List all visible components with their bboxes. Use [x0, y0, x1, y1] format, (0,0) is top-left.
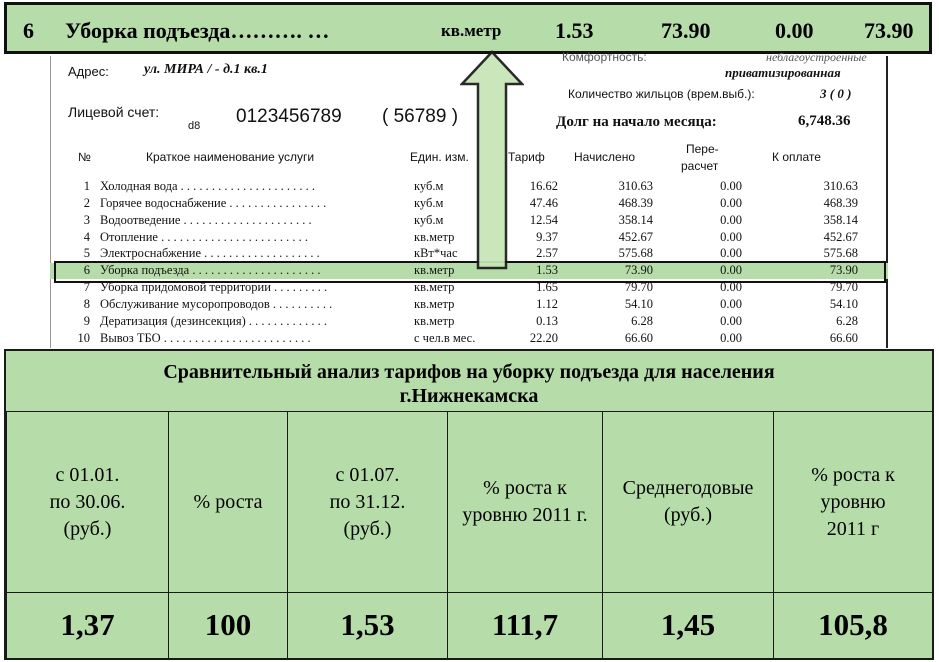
column-header: % роста [169, 412, 287, 593]
comparison-column [287, 412, 447, 658]
col-to-pay: К оплате [772, 150, 821, 164]
row-name: Дератизация (дезинсекция) . . . . . . . . . . . . . [100, 314, 327, 328]
row-recalc: 0.00 [720, 263, 742, 277]
row-to-pay: 6.28 [836, 314, 858, 328]
row-accrued: 310.63 [618, 179, 653, 193]
col-unit: Един. изм. [410, 150, 469, 164]
row-num: 9 [83, 314, 90, 328]
column-header: с 01.01. по 30.06. (руб.) [7, 412, 168, 593]
comparison-column [168, 412, 287, 658]
table-row [50, 314, 888, 330]
row-name: Горячее водоснабжение . . . . . . . . . . . . . . . . [100, 196, 327, 210]
row-accrued: 452.67 [618, 230, 653, 244]
row-num: 3 [83, 213, 90, 227]
row-to-pay: 79.70 [829, 280, 858, 294]
row-recalc: 0.00 [720, 230, 742, 244]
row-accrued: 73.90 [624, 263, 653, 277]
column-value: 100 [204, 607, 252, 642]
row-recalc: 0.00 [720, 246, 742, 260]
comfort-value: неблагоустроенные [766, 50, 867, 64]
row-tariff: 1.12 [536, 297, 558, 311]
row-num: 10 [77, 331, 90, 345]
col-recalc: Пере- [686, 142, 719, 156]
row-tariff: 1.65 [536, 280, 558, 294]
row-recalc: 0.00 [720, 331, 742, 345]
column-value: 1,37 [60, 607, 115, 642]
account-sub: d8 [188, 120, 201, 132]
column-value: 105,8 [818, 607, 888, 642]
row-name: Вывоз ТБО . . . . . . . . . . . . . . . . . . . . . . . . [100, 331, 311, 345]
row-unit: кв.метр [414, 314, 455, 328]
row-to-pay: 358.14 [823, 213, 858, 227]
row-unit: кв.метр [414, 230, 455, 244]
privatized-status: приватизированная [725, 65, 841, 80]
to-pay: 73.90 [864, 18, 914, 43]
row-to-pay: 452.67 [823, 230, 858, 244]
column-value: 1,45 [660, 607, 716, 642]
row-accrued: 358.14 [618, 213, 653, 227]
highlighted-service-row-banner [4, 2, 932, 54]
col-num: № [78, 150, 91, 164]
row-unit: кв.метр [414, 297, 455, 311]
row-to-pay: 54.10 [829, 297, 858, 311]
account-label: Лицевой счет: [68, 104, 160, 120]
row-name: Водоотведение . . . . . . . . . . . . . . . . . . . . . [100, 213, 312, 227]
column-header: % роста к уровню 2011 г [774, 412, 932, 593]
row-recalc: 0.00 [720, 196, 742, 210]
col-tariff: Тариф [508, 150, 545, 164]
title-line: г.Нижнекамска [399, 385, 539, 407]
row-tariff: 9.37 [536, 230, 558, 244]
residents-label: Количество жильцов (врем.выб.): [568, 87, 755, 101]
row-tariff: 12.54 [529, 213, 558, 227]
row-unit: куб.м [414, 196, 444, 210]
row-tariff: 22.20 [529, 331, 558, 345]
comparison-column [773, 412, 932, 658]
row-to-pay: 310.63 [823, 179, 858, 193]
row-tariff: 1.53 [536, 263, 558, 277]
row-to-pay: 66.60 [829, 331, 858, 345]
account-number: 0123456789 [236, 106, 342, 127]
column-header: с 01.07. по 31.12. (руб.) [288, 412, 447, 593]
row-num: 5 [83, 246, 90, 260]
tariff-comparison-table [4, 349, 934, 660]
row-accrued: 79.70 [624, 280, 653, 294]
table-row [50, 331, 888, 347]
row-num: 4 [83, 230, 90, 244]
account-short: ( 56789 ) [382, 106, 459, 127]
row-recalc: 0.00 [720, 314, 742, 328]
unit: кв.метр [441, 21, 502, 40]
row-tariff: 16.62 [529, 179, 558, 193]
row-num: 8 [83, 297, 90, 311]
row-to-pay: 575.68 [823, 246, 858, 260]
table-row [50, 297, 888, 313]
recalc: 0.00 [775, 18, 814, 43]
row-tariff: 47.46 [529, 196, 558, 210]
row-unit: куб.м [414, 179, 444, 193]
row-num: 1 [83, 179, 90, 193]
row-name: Уборка подъезда . . . . . . . . . . . . . . . . . . . . . [100, 263, 321, 277]
row-number: 6 [23, 18, 34, 43]
row-name: Отопление . . . . . . . . . . . . . . . . . . . . . . . . [100, 230, 308, 244]
row-name: Уборка придомовой территории . . . . . . . . . [100, 280, 328, 294]
row-accrued: 54.10 [624, 297, 653, 311]
row-to-pay: 468.39 [823, 196, 858, 210]
comparison-column [6, 412, 168, 658]
row-recalc: 0.00 [720, 179, 742, 193]
row-tariff: 0.13 [536, 314, 558, 328]
column-value: 111,7 [491, 607, 559, 642]
up-arrow-icon [460, 50, 524, 272]
row-accrued: 6.28 [631, 314, 653, 328]
row-num: 2 [83, 196, 90, 210]
row-num: 7 [83, 280, 90, 294]
accrued: 73.90 [661, 18, 711, 43]
row-unit: кВт*час [414, 246, 458, 260]
address-value: ул. МИРА / - д.1 кв.1 [144, 62, 268, 77]
row-accrued: 575.68 [618, 246, 653, 260]
comfort-label: Комфортность: [562, 50, 647, 64]
tariff: 1.53 [555, 18, 594, 43]
title-line: Сравнительный анализ тарифов на уборку подъезда для населения [163, 361, 775, 383]
column-value: 1,53 [340, 607, 395, 642]
row-recalc: 0.00 [720, 213, 742, 227]
comparison-title [6, 351, 932, 412]
row-accrued: 468.39 [618, 196, 653, 210]
column-header: % роста к уровню 2011 г. [448, 412, 602, 593]
row-name: Холодная вода . . . . . . . . . . . . . . . . . . . . . . [100, 179, 316, 193]
row-recalc: 0.00 [720, 297, 742, 311]
row-to-pay: 73.90 [829, 263, 858, 277]
address-label: Адрес: [68, 64, 109, 79]
row-unit: куб.м [414, 213, 444, 227]
debt-label: Долг на начало месяца: [556, 114, 717, 130]
column-header: Среднегодовые (руб.) [603, 412, 773, 593]
row-tariff: 2.57 [536, 246, 558, 260]
col-accrued: Начислено [574, 150, 636, 164]
row-unit: кв.метр [414, 263, 455, 277]
row-num: 6 [83, 263, 90, 277]
residents-value: 3 ( 0 ) [820, 86, 852, 101]
col-name: Краткое наименование услуги [146, 150, 315, 164]
comparison-column [602, 412, 773, 658]
row-name: Электроснабжение . . . . . . . . . . . . . . . . . . . [100, 246, 320, 260]
comparison-column [447, 412, 602, 658]
row-unit: кв.метр [414, 280, 455, 294]
col-recalc: расчет [681, 159, 719, 173]
row-name: Обслуживание мусоропроводов . . . . . . . . . . [100, 297, 333, 311]
row-accrued: 66.60 [624, 331, 653, 345]
row-unit: с чел.в мес. [414, 331, 476, 345]
debt-value: 6,748.36 [798, 113, 851, 129]
service-name: Уборка подъезда………. … [65, 18, 330, 43]
row-recalc: 0.00 [720, 280, 742, 294]
